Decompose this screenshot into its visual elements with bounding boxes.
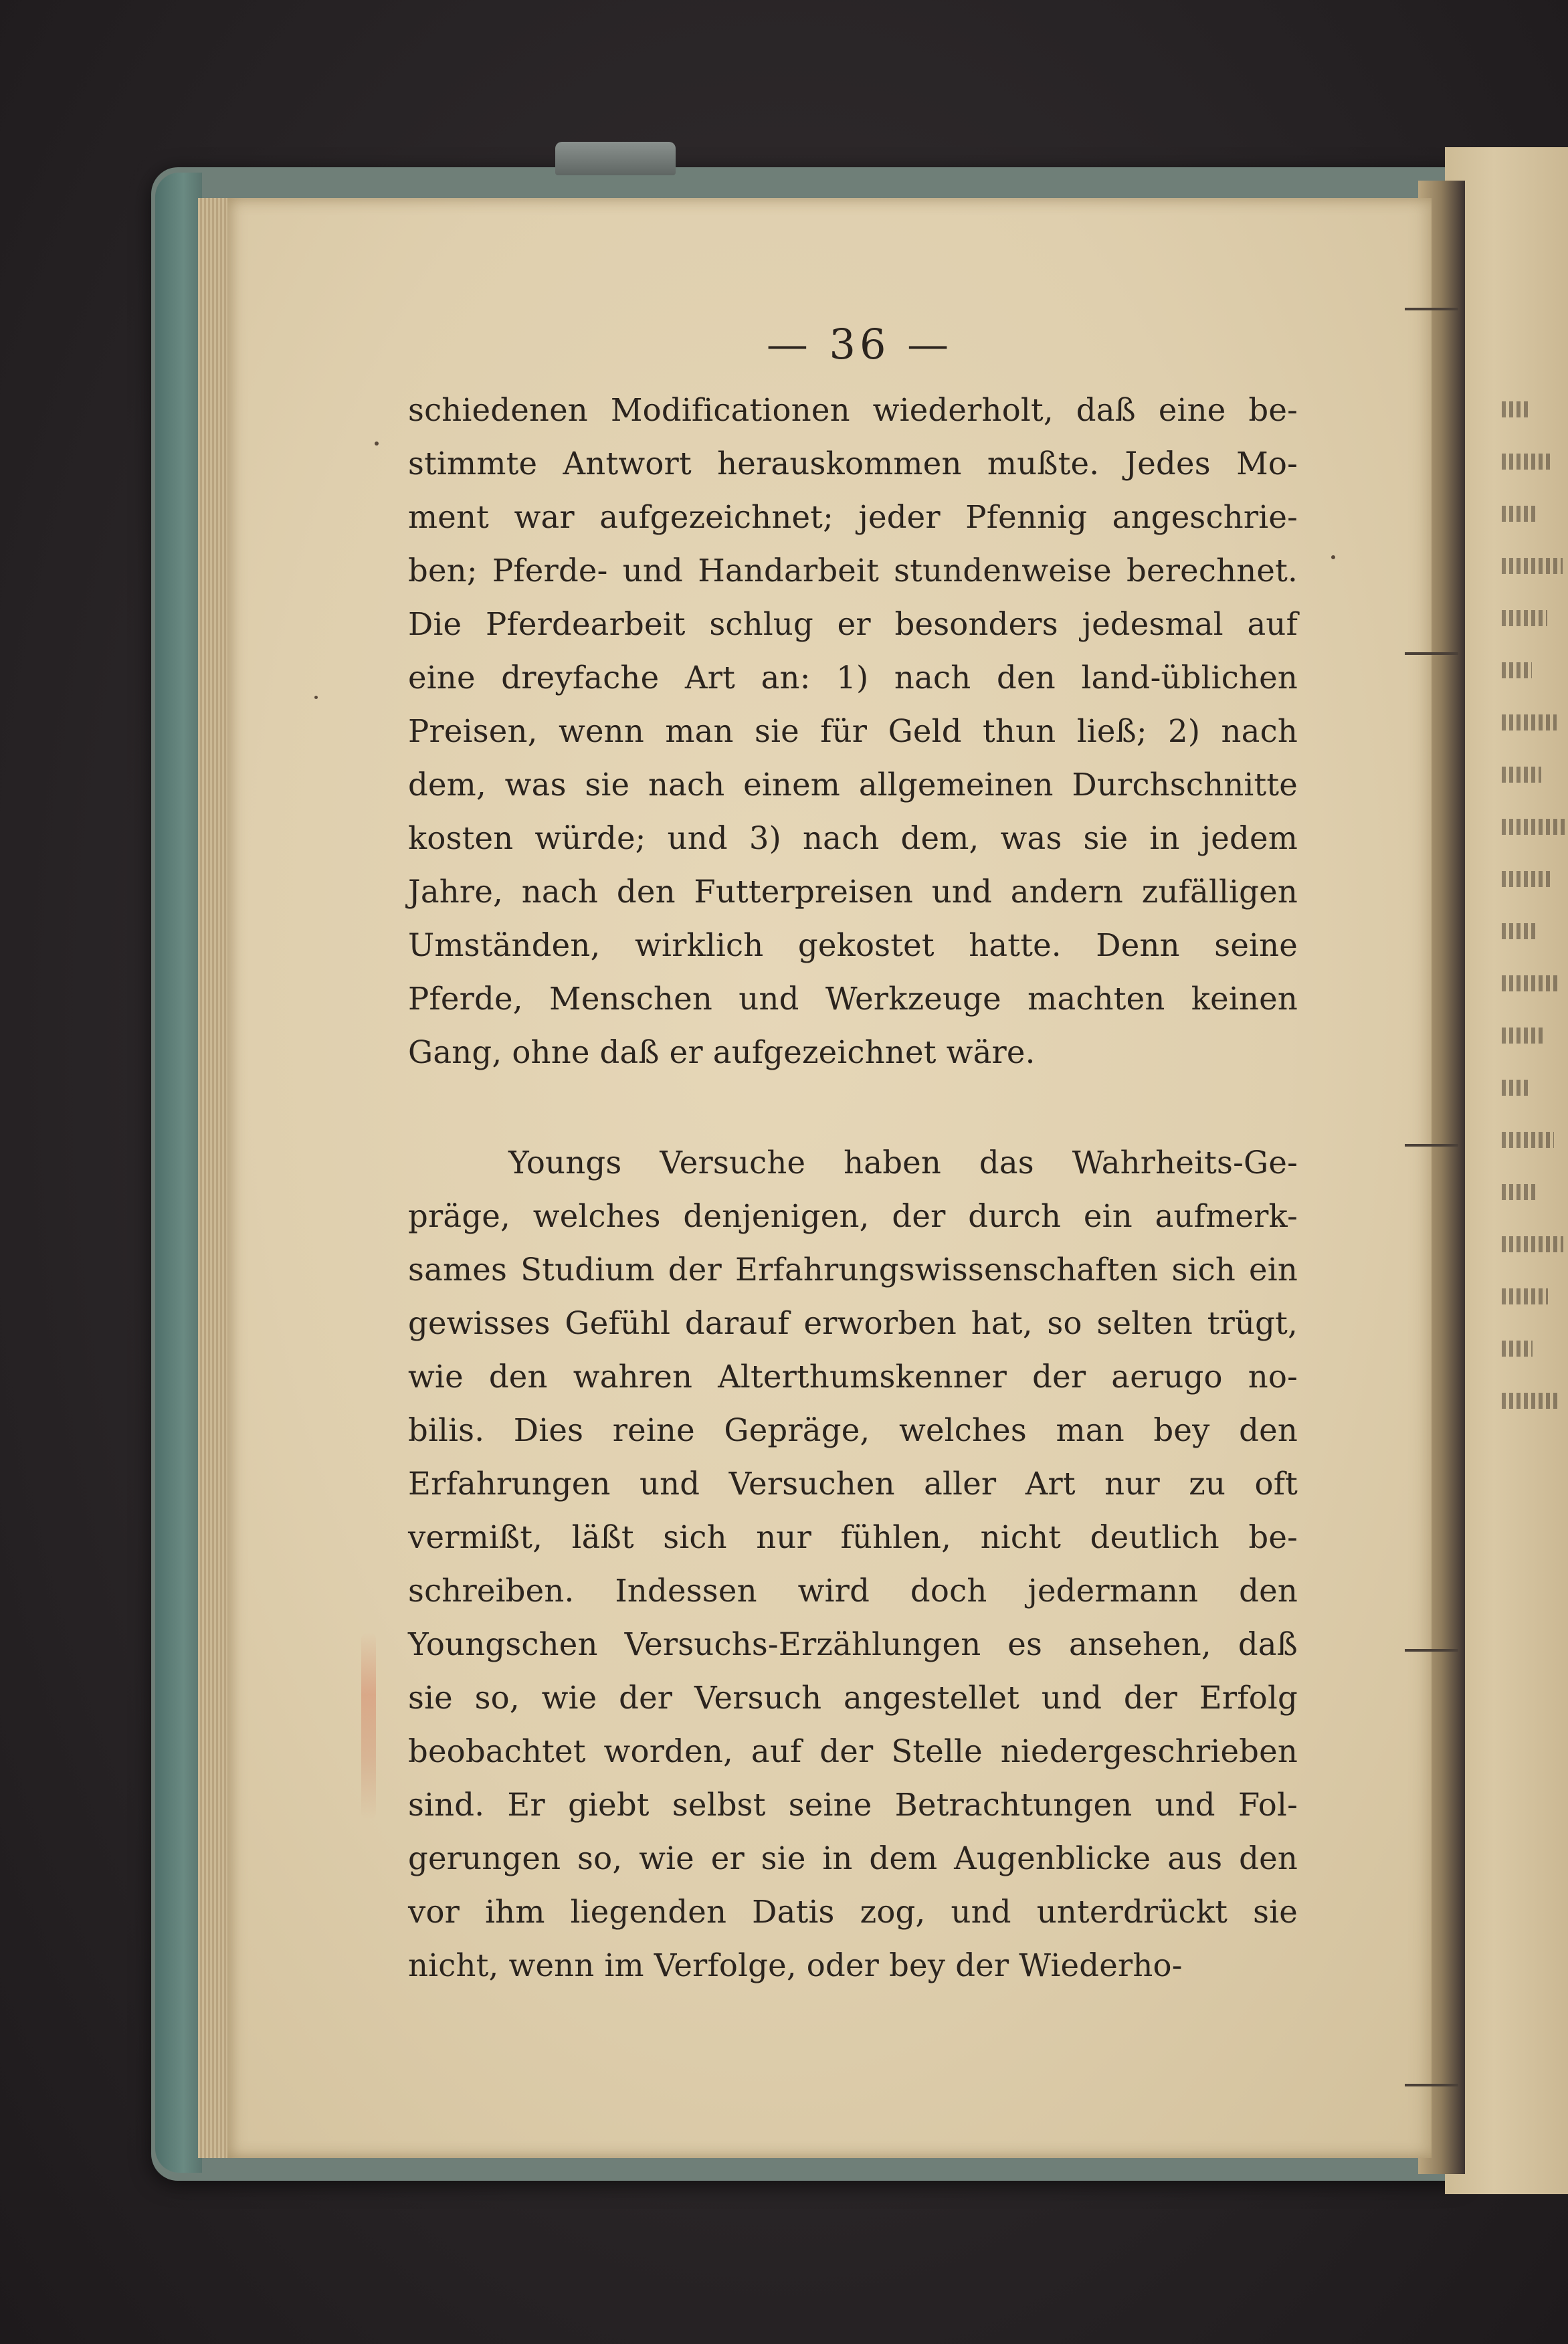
text-line: eine dreyfache Art an: 1) nach den land-üblichen	[408, 660, 1298, 696]
text-line: kosten würde; und 3) nach dem, was sie in jedem	[408, 820, 1298, 856]
facing-page-text-mark	[1502, 506, 1538, 522]
text-line: Youngschen Versuchs-Erzählungen es ansehen, daß	[408, 1626, 1298, 1662]
facing-page-text-mark	[1502, 1393, 1557, 1409]
book-spine	[155, 173, 202, 2173]
page-text	[408, 318, 1298, 1992]
page-edges	[198, 198, 231, 2158]
page-stain	[361, 1632, 376, 1820]
text-line: bilis. Dies reine Gepräge, welches man bey den	[408, 1412, 1298, 1448]
binding-thread	[1405, 1649, 1458, 1652]
text-line: Erfahrungen und Versuchen aller Art nur zu oft	[408, 1466, 1298, 1502]
facing-page-text-mark	[1502, 923, 1535, 939]
facing-page-text-mark	[1502, 1132, 1554, 1148]
page-number: — 36 —	[766, 320, 953, 369]
text-line: schiedenen Modificationen wiederholt, daß eine be-	[408, 392, 1298, 428]
text-line: Youngs Versuche haben das Wahrheits-Ge-	[508, 1145, 1298, 1181]
text-line: Umständen, wirklich gekostet hatte. Denn seine	[408, 927, 1298, 963]
text-line: wie den wahren Alterthumskenner der aerugo no-	[408, 1359, 1298, 1395]
text-line: Pferde, Menschen und Werkzeuge machten keinen	[408, 981, 1298, 1017]
facing-page-text-mark	[1502, 714, 1557, 730]
ink-speck	[1331, 555, 1335, 559]
text-line: Preisen, wenn man sie für Geld thun ließ; 2) nach	[408, 713, 1298, 749]
facing-page-text-mark	[1502, 1184, 1539, 1200]
binding-thread	[1405, 308, 1458, 310]
ink-speck	[375, 442, 379, 446]
facing-page-text-mark	[1502, 975, 1560, 991]
paragraph-2	[408, 1136, 1298, 1992]
text-line: sie so, wie der Versuch angestellet und der Erfolg	[408, 1680, 1298, 1716]
binding-thread	[1405, 652, 1458, 655]
facing-page-text-mark	[1502, 1288, 1548, 1304]
text-line: präge, welches denjenigen, der durch ein aufmerk-	[408, 1198, 1298, 1234]
text-line: beobachtet worden, auf der Stelle niedergeschrieben	[408, 1733, 1298, 1769]
text-line: ment war aufgezeichnet; jeder Pfennig angeschrie-	[408, 499, 1298, 535]
facing-page-text-mark	[1502, 767, 1541, 783]
text-line: sind. Er giebt selbst seine Betrachtungen und Fol-	[408, 1787, 1298, 1823]
ink-speck	[314, 696, 318, 699]
text-line: Die Pferdearbeit schlug er besonders jedesmal auf	[408, 606, 1298, 642]
binding-thread	[1405, 1144, 1458, 1147]
facing-page-text-mark	[1502, 454, 1553, 470]
facing-page-text-mark	[1502, 401, 1529, 417]
binding-thread	[1405, 2084, 1458, 2086]
text-line: stimmte Antwort herauskommen mußte. Jedes Mo-	[408, 446, 1298, 482]
paragraph-gap	[408, 1079, 1298, 1136]
paragraph-1	[408, 383, 1298, 1079]
facing-page-text-mark	[1502, 1080, 1529, 1096]
text-line: Gang, ohne daß er aufgezeichnet wäre.	[408, 1034, 1036, 1070]
text-line: Jahre, nach den Futterpreisen und andern zufälligen	[408, 874, 1298, 910]
text-line: vermißt, läßt sich nur fühlen, nicht deutlich be-	[408, 1519, 1298, 1555]
facing-page-text-mark	[1502, 558, 1563, 574]
facing-page-text-mark	[1502, 871, 1551, 887]
text-line: dem, was sie nach einem allgemeinen Durchschnitte	[408, 767, 1298, 803]
facing-page-text-mark	[1502, 1236, 1563, 1252]
text-line: schreiben. Indessen wird doch jedermann den	[408, 1573, 1298, 1609]
facing-page-text-mark	[1502, 1028, 1545, 1044]
text-line: gerungen so, wie er sie in dem Augenblicke aus den	[408, 1840, 1298, 1876]
facing-page-text-mark	[1502, 610, 1547, 626]
facing-page-text-mark	[1502, 662, 1532, 678]
facing-page-text-mark	[1502, 1341, 1533, 1357]
text-line: gewisses Gefühl darauf erworben hat, so selten trügt,	[408, 1305, 1298, 1341]
text-line: ben; Pferde- und Handarbeit stundenweise berechnet.	[408, 553, 1298, 589]
text-line: sames Studium der Erfahrungswissenschaften sich ein	[408, 1252, 1298, 1288]
book-clasp	[555, 142, 676, 175]
facing-page-text-mark	[1502, 819, 1566, 835]
text-line: vor ihm liegenden Datis zog, und unterdrückt sie	[408, 1894, 1298, 1930]
text-line: nicht, wenn im Verfolge, oder bey der Wiederho-	[408, 1947, 1183, 1983]
